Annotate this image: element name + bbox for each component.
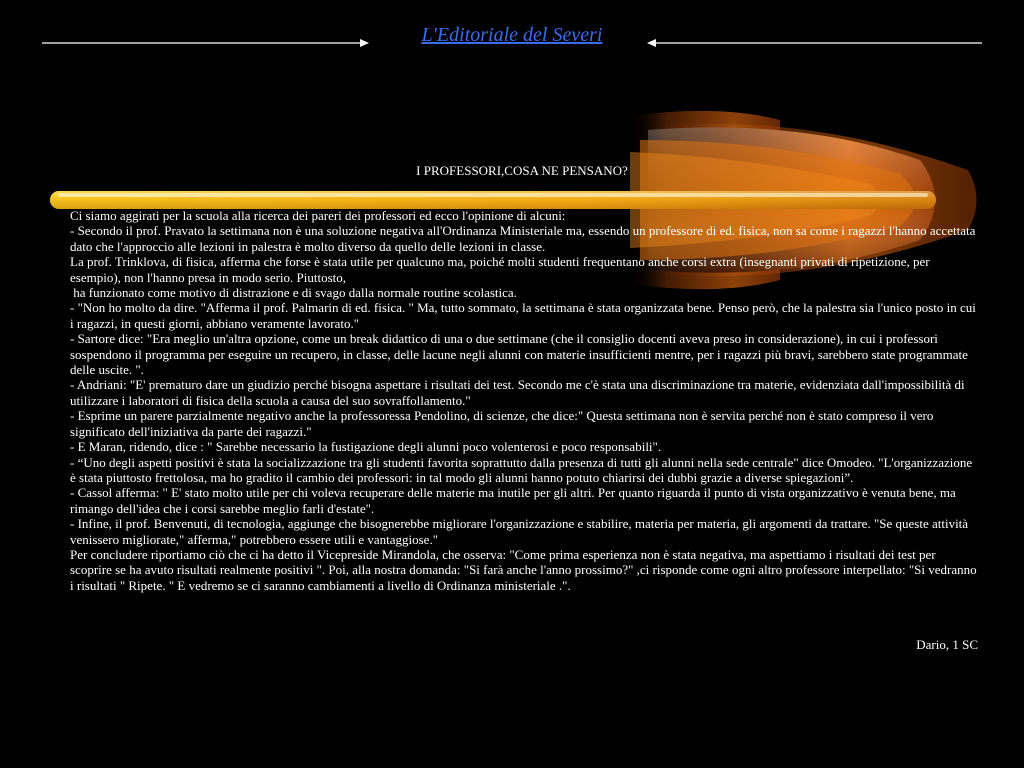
paragraph: - Andriani: "E' prematuro dare un giudizio perché bisogna aspettare i risultati dei test. Secondo me c'è stata una discriminazione tra materie, evidenziata dall'impossibilità di utilizzare i laboratori di fisica della scuola a causa del suo sovraffollamento.": [70, 377, 965, 408]
paragraph: Ci siamo aggirati per la scuola alla ricerca dei pareri dei professori ed ecco l'opinione di alcuni:: [70, 208, 566, 223]
paragraph: - "Non ho molto da dire. "Afferma il prof. Palmarin di ed. fisica. " Ma, tutto sommato, la settimana è stata organizzata bene. Penso però, che la palestra sia l'unico posto in cui i ragazzi, in questi giorni, abbiano veramente lavorato.": [70, 300, 976, 331]
author-signature: Dario, 1 SC: [916, 637, 978, 652]
paragraph: - Secondo il prof. Pravato la settimana non è una soluzione negativa all'Ordinanza Ministeriale ma, essendo un professore di ed. fisica, non sa come i ragazzi l'hanno accettata dato che l'approccio alle lezioni in palestra è molto diverso da quello delle lezioni in classe.: [70, 223, 976, 254]
paragraph: Per concludere riportiamo ciò che ci ha detto il Vicepreside Mirandola, che osserva: "Come prima esperienza non è stata negativa, ma aspettiamo i risultati dei test per scoprire se ha avuto risultati realmente positivi ". Poi, alla nostra domanda: "Si farà anche l'anno prossimo?" ,ci risponde come ogni altro professore interpellato: "Si vedranno i risultati " Ripete. " E vedremo se ci saranno cambiamenti a livello di Ordinanza ministeriale .".: [70, 546, 977, 593]
paragraph: - “Uno degli aspetti positivi è stata la socializzazione tra gli studenti favorita soprattutto dalla presenza di tutti gli alunni nella sede centrale" dice Omodeo. "L'organizzazione è stata piuttosto frettolosa, ma ho gradito il cambio dei professori: in tal modo gli alunni hanno potuto chiarirsi dei dubbi grazie a diverse spiegazioni”.: [70, 454, 973, 485]
paragraph: - Cassol afferma: " E' stato molto utile per chi voleva recuperare delle materie ma inutile per gli altri. Per quanto riguarda il punto di vista organizzativo è venuta bene, ma rimango dell'idea che i corsi sarebbe meglio farli d'estate".: [70, 485, 956, 516]
article-body: [70, 208, 980, 593]
header: [0, 0, 1024, 70]
paragraph: - Sartore dice: "Era meglio un'altra opzione, come un break didattico di una o due settimane (che il consiglio docenti aveva preso in considerazione), in cui i professori sospendono il programma per eseguire un recupero, in classe, delle lacune negli alunni con materie insufficienti mentre, per i ragazzi più bravi, sarebbero state programmate delle uscite. ".: [70, 331, 968, 378]
paragraph: La prof. Trinklova, di fisica, afferma che forse è stata utile per qualcuno ma, poiché molti studenti frequentano anche corsi extra (insegnanti privati di ripetizione, per esempio), non l'hanno presa in modo serio. Piuttosto,: [70, 254, 930, 285]
paragraph: ha funzionato come motivo di distrazione e di svago dalla normale routine scolastica.: [70, 285, 517, 301]
paragraph: - Infine, il prof. Benvenuti, di tecnologia, aggiunge che bisognerebbe migliorare l'organizzazione e stabilire, materia per materia, gli argomenti da trattare. "Se queste attività venissero migliorate," afferma," potrebbero essere utili e vantaggiose.": [70, 516, 969, 547]
editorial-title-link[interactable]: L'Editoriale del Severi: [421, 24, 603, 46]
article-title: I PROFESSORI,COSA NE PENSANO?: [416, 163, 628, 178]
paragraph: - Esprime un parere parzialmente negativo anche la professoressa Pendolino, di scienze, che dice:" Questa settimana non è servita perché non è stato compreso il vero significato dell'iniziativa da parte dei ragazzi.": [70, 408, 934, 439]
paragraph: - E Maran, ridendo, dice : " Sarebbe necessario la fustigazione degli alunni poco volenterosi e poco responsabili".: [70, 439, 662, 455]
